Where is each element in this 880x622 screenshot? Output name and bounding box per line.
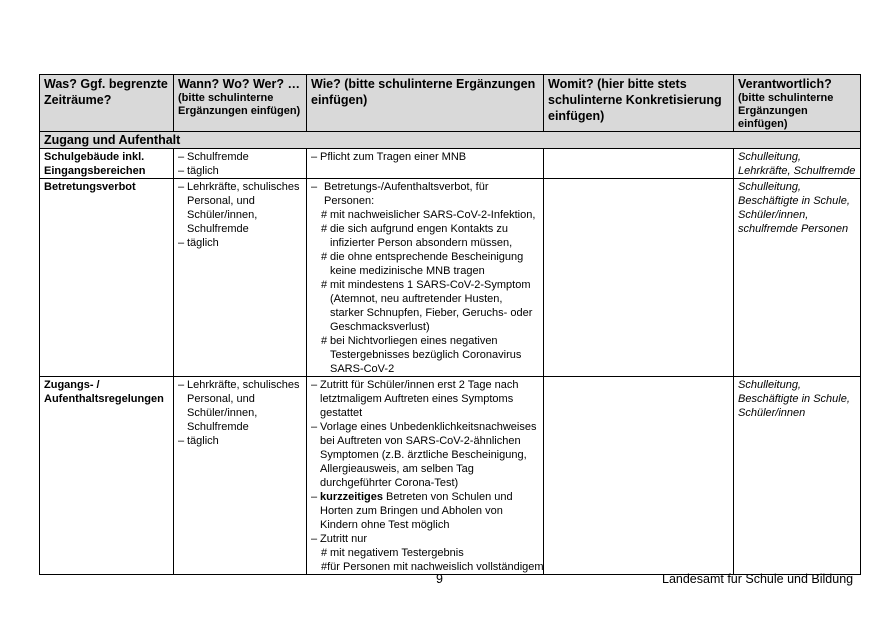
list-item: # mit mindestens 1 SARS-CoV-2-Symptom (Atemnot, neu auftretender Husten, starker Schnupfen, Fieber, Geruchs- oder Geschmacksverlust): [321, 279, 533, 333]
row-what: Zugangs- / Aufenthaltsregelungen: [40, 377, 174, 575]
row-responsible: Schulleitung, Lehrkräfte, Schulfremde: [734, 149, 861, 179]
header-responsible: [734, 75, 861, 132]
list-item: # für Personen mit nachweislich vollständigem: [321, 561, 544, 573]
row-how: [307, 179, 544, 377]
row-when: [174, 149, 307, 179]
list-item: – Zutritt nur: [311, 533, 368, 545]
table-row: [40, 179, 861, 377]
list-item: # die ohne entsprechende Bescheinigung keine medizinische MNB tragen: [321, 251, 524, 277]
header-how: [307, 75, 544, 132]
list-item: # die sich aufgrund engen Kontakts zu infizierter Person absondern müssen,: [321, 223, 513, 249]
list-item: – Schulfremde: [178, 151, 249, 163]
header-what: [40, 75, 174, 132]
footer-organization: Landesamt für Schule und Bildung: [662, 572, 854, 586]
list-item: – täglich: [178, 165, 219, 177]
section-title: Zugang und Aufenthalt: [40, 132, 861, 149]
header-when-note: (bitte schulinterne Ergänzungen einfügen): [178, 92, 301, 117]
emphasis-text: kurzzeitiges: [320, 491, 383, 503]
header-when: [174, 75, 307, 132]
row-with: [544, 179, 734, 377]
header-with-label: Womit? (hier bitte stets schulinterne Konkretisierung einfügen): [548, 77, 722, 123]
header-what-label: Was? Ggf. begrenzte Zeiträume?: [44, 77, 168, 107]
list-item: – täglich: [178, 237, 219, 249]
table-row: [40, 149, 861, 179]
list-item: – Zutritt für Schüler/innen erst 2 Tage nach letztmaligem Auftreten eines Symptoms gestattet: [311, 379, 519, 419]
hygiene-plan-table: [39, 74, 861, 575]
row-what: Betretungsverbot: [40, 179, 174, 377]
header-responsible-note: (bitte schulinterne Ergänzungen einfügen): [738, 92, 834, 130]
list-item: # mit nachweislicher SARS-CoV-2-Infektion,: [321, 209, 536, 221]
list-item: – Lehrkräfte, schulisches Personal, und Schüler/innen, Schulfremde: [178, 181, 300, 235]
how-intro: – Betretungs-/Aufenthaltsverbot, für Personen:: [311, 181, 489, 207]
row-when: [174, 377, 307, 575]
row-what: Schulgebäude inkl. Eingangsbereichen: [40, 149, 174, 179]
header-responsible-label: Verantwortlich?: [738, 77, 832, 91]
list-item: # mit negativem Testergebnis: [321, 547, 464, 559]
row-with: [544, 149, 734, 179]
page-number: 9: [436, 572, 443, 586]
row-responsible: Schulleitung, Beschäftigte in Schule, Schüler/innen: [734, 377, 861, 575]
table-row: [40, 377, 861, 575]
table-header-row: [40, 75, 861, 132]
list-item: # bei Nichtvorliegen eines negativen Testergebnisses bezüglich Coronavirus SARS-CoV-2: [321, 335, 522, 375]
section-row: [40, 132, 861, 149]
list-item: – Vorlage eines Unbedenklichkeitsnachweises bei Auftreten von SARS-CoV-2-ähnlichen Symptomen (z.B. ärztliche Bescheinigung, Allergieausweis, am selben Tag durchgeführter Corona-Test): [311, 421, 537, 489]
row-responsible: Schulleitung, Beschäftigte in Schule, Schüler/innen, schulfremde Personen: [734, 179, 861, 377]
row-when: [174, 179, 307, 377]
how-text: Pflicht zum Tragen einer MNB: [320, 151, 467, 163]
header-how-label: Wie? (bitte schulinterne Ergänzungen einfügen): [311, 77, 536, 107]
list-item: – kurzzeitiges Betreten von Schulen und Horten zum Bringen und Abholen von Kindern ohne Test möglich: [311, 491, 513, 531]
row-how: – Pflicht zum Tragen einer MNB: [307, 149, 544, 179]
list-item: – täglich: [178, 435, 219, 447]
row-with: [544, 377, 734, 575]
header-with: [544, 75, 734, 132]
header-when-label: Wann? Wo? Wer? …: [178, 77, 300, 91]
row-how: [307, 377, 544, 575]
list-item: – Lehrkräfte, schulisches Personal, und Schüler/innen, Schulfremde: [178, 379, 300, 433]
